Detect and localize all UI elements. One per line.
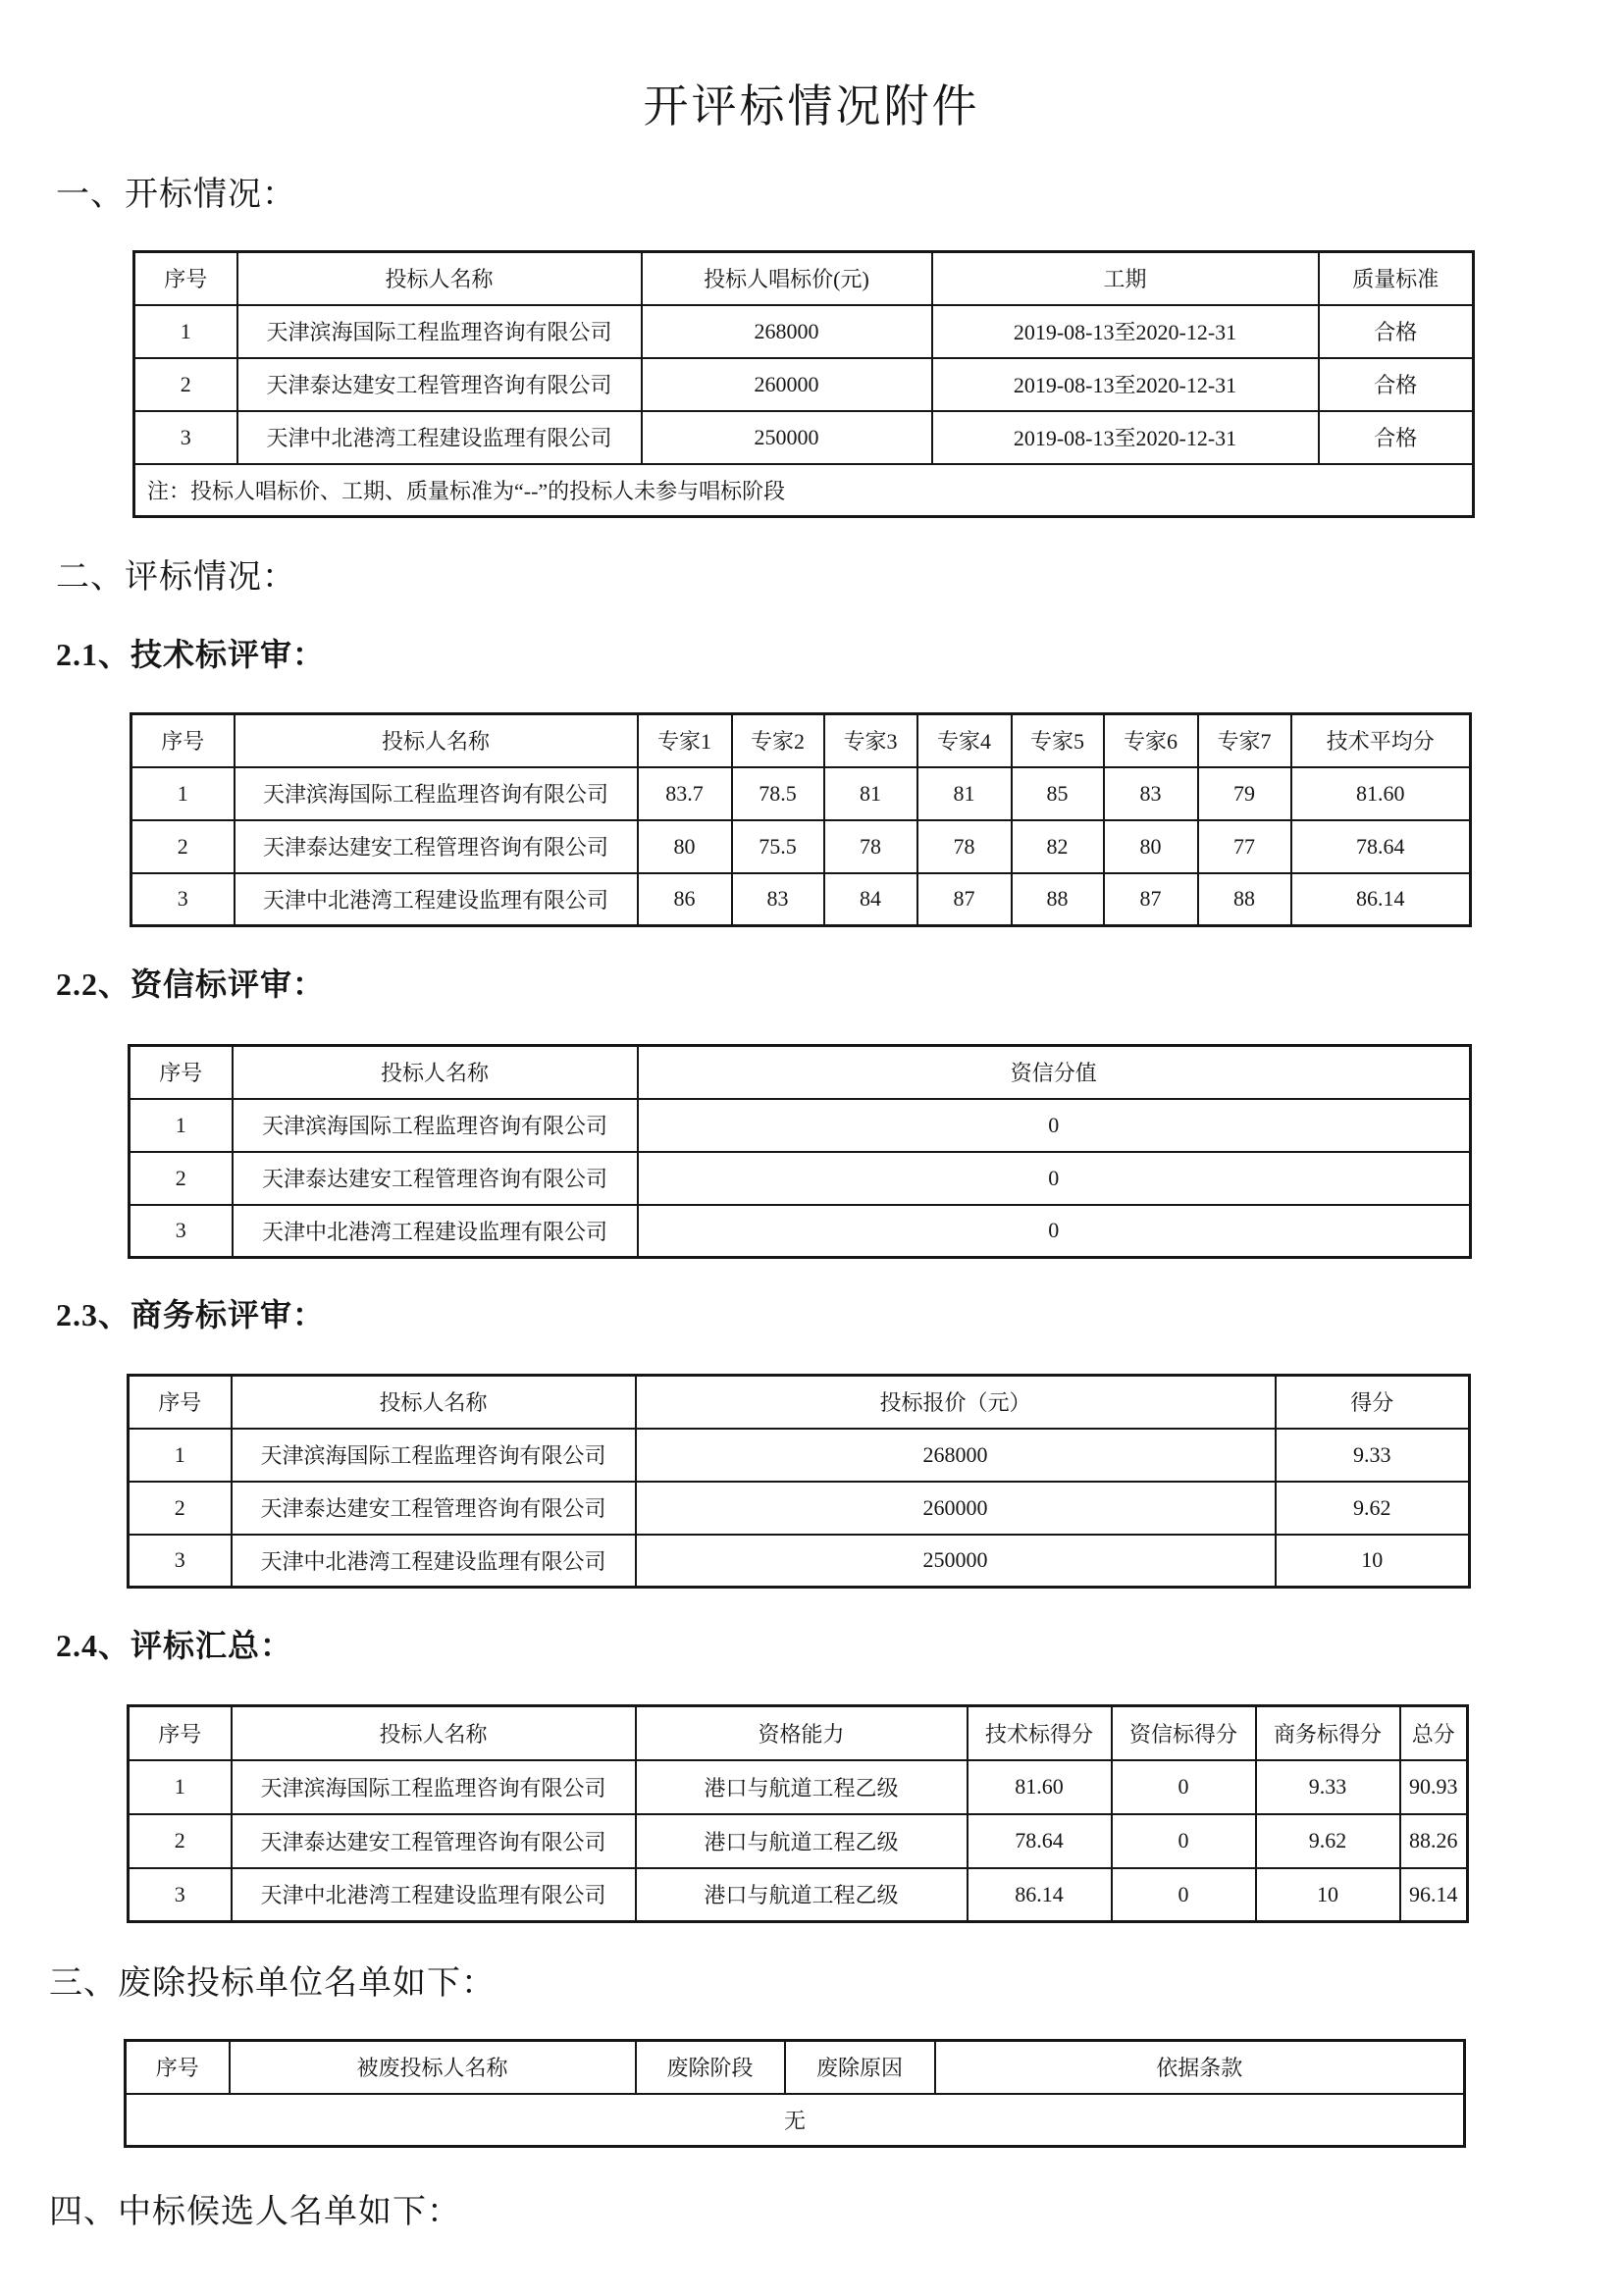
cell-bidder-name: 天津滨海国际工程监理咨询有限公司	[237, 305, 642, 358]
header-cell: 序号	[131, 714, 235, 767]
cell-commercial-score: 9.62	[1256, 1814, 1400, 1868]
header-cell: 投标人唱标价(元)	[642, 252, 932, 305]
cell-bid-price: 268000	[642, 305, 932, 358]
table-row	[134, 411, 1474, 464]
cell-period: 2019-08-13至2020-12-31	[932, 411, 1319, 464]
cell-expert-score: 77	[1198, 820, 1291, 873]
cell-index: 2	[134, 358, 237, 411]
section-heading-candidates: 四、中标候选人名单如下：	[49, 2194, 461, 2230]
cell-qualification: 港口与航道工程乙级	[636, 1868, 968, 1922]
cell-technical-score: 78.64	[968, 1814, 1112, 1868]
header-cell: 序号	[134, 252, 237, 305]
cell-bidder-name: 天津泰达建安工程管理咨询有限公司	[237, 358, 642, 411]
table-row	[130, 1205, 1471, 1258]
cell-expert-score: 85	[1012, 767, 1104, 820]
cell-expert-score: 82	[1012, 820, 1104, 873]
header-cell: 投标人名称	[232, 1706, 636, 1760]
table-row	[131, 767, 1471, 820]
header-cell: 技术标得分	[968, 1706, 1112, 1760]
cell-credit-score: 0	[1112, 1760, 1256, 1814]
header-cell: 投标报价（元）	[636, 1376, 1276, 1429]
header-cell: 投标人名称	[237, 252, 642, 305]
section-heading-opening: 一、开标情况：	[56, 177, 296, 213]
cell-index: 1	[129, 1760, 232, 1814]
table-header-row	[130, 1046, 1471, 1099]
cell-index: 1	[131, 767, 235, 820]
header-cell: 质量标准	[1319, 252, 1474, 305]
subsection-heading-summary: 2.4、评标汇总：	[56, 1628, 293, 1663]
header-cell: 专家5	[1012, 714, 1104, 767]
cell-expert-score: 75.5	[732, 820, 824, 873]
cell-expert-score: 81	[824, 767, 917, 820]
table-row	[131, 873, 1471, 926]
cell-bid-price: 260000	[642, 358, 932, 411]
cell-bidder-name: 天津中北港湾工程建设监理有限公司	[232, 1868, 636, 1922]
cell-credit-score: 0	[638, 1152, 1471, 1205]
cell-bidder-name: 天津滨海国际工程监理咨询有限公司	[235, 767, 638, 820]
cell-index: 3	[129, 1535, 232, 1588]
table-header-row	[134, 252, 1474, 305]
cell-index: 2	[129, 1482, 232, 1535]
cell-expert-score: 84	[824, 873, 917, 926]
cell-bid-price: 260000	[636, 1482, 1276, 1535]
cell-commercial-score: 10	[1256, 1868, 1400, 1922]
cell-expert-score: 87	[1104, 873, 1198, 926]
header-cell: 资信分值	[638, 1046, 1471, 1099]
cell-quality: 合格	[1319, 305, 1474, 358]
cell-index: 1	[129, 1429, 232, 1482]
cell-credit-score: 0	[1112, 1868, 1256, 1922]
cell-expert-score: 80	[1104, 820, 1198, 873]
header-cell: 专家2	[732, 714, 824, 767]
header-cell: 废除阶段	[636, 2041, 785, 2094]
header-cell: 得分	[1276, 1376, 1470, 1429]
cell-total-score: 88.26	[1400, 1814, 1468, 1868]
header-cell: 序号	[126, 2041, 230, 2094]
cell-average-score: 86.14	[1291, 873, 1471, 926]
cell-credit-score: 0	[1112, 1814, 1256, 1868]
cell-average-score: 81.60	[1291, 767, 1471, 820]
cell-expert-score: 78.5	[732, 767, 824, 820]
cell-index: 2	[129, 1814, 232, 1868]
header-cell: 资信标得分	[1112, 1706, 1256, 1760]
cell-expert-score: 79	[1198, 767, 1291, 820]
table-row	[131, 820, 1471, 873]
table-row	[129, 1814, 1468, 1868]
subsection-heading-technical: 2.1、技术标评审：	[56, 637, 326, 672]
credit-table	[128, 1044, 1472, 1259]
cell-bidder-name: 天津中北港湾工程建设监理有限公司	[235, 873, 638, 926]
cell-credit-score: 0	[638, 1099, 1471, 1152]
cell-index: 3	[129, 1868, 232, 1922]
cell-period: 2019-08-13至2020-12-31	[932, 305, 1319, 358]
rejected-table	[124, 2039, 1466, 2148]
table-header-row	[129, 1706, 1468, 1760]
cell-technical-score: 86.14	[968, 1868, 1112, 1922]
page-title: 开评标情况附件	[643, 81, 980, 131]
cell-bidder-name: 天津中北港湾工程建设监理有限公司	[233, 1205, 638, 1258]
header-cell: 专家1	[638, 714, 732, 767]
table-row	[134, 305, 1474, 358]
table-row	[130, 1099, 1471, 1152]
cell-bid-price: 250000	[642, 411, 932, 464]
cell-expert-score: 83	[1104, 767, 1198, 820]
cell-expert-score: 87	[917, 873, 1012, 926]
cell-index: 1	[130, 1099, 233, 1152]
cell-empty: 无	[126, 2094, 1465, 2147]
section-heading-rejected: 三、废除投标单位名单如下：	[49, 1965, 496, 2002]
opening-table	[132, 250, 1475, 518]
cell-index: 3	[134, 411, 237, 464]
table-row	[129, 1535, 1470, 1588]
table-note: 注：投标人唱标价、工期、质量标准为“--”的投标人未参与唱标阶段	[134, 464, 1474, 517]
cell-expert-score: 88	[1198, 873, 1291, 926]
table-row	[129, 1868, 1468, 1922]
cell-average-score: 78.64	[1291, 820, 1471, 873]
cell-commercial-score: 9.33	[1256, 1760, 1400, 1814]
header-cell: 序号	[129, 1376, 232, 1429]
cell-bidder-name: 天津滨海国际工程监理咨询有限公司	[232, 1760, 636, 1814]
cell-expert-score: 78	[917, 820, 1012, 873]
section-heading-evaluation: 二、评标情况：	[56, 559, 296, 596]
subsection-heading-credit: 2.2、资信标评审：	[56, 966, 326, 1002]
table-note-row	[134, 464, 1474, 517]
cell-expert-score: 88	[1012, 873, 1104, 926]
cell-total-score: 90.93	[1400, 1760, 1468, 1814]
cell-bid-price: 250000	[636, 1535, 1276, 1588]
cell-bidder-name: 天津泰达建安工程管理咨询有限公司	[232, 1814, 636, 1868]
commercial-table	[127, 1374, 1471, 1589]
cell-bidder-name: 天津滨海国际工程监理咨询有限公司	[232, 1429, 636, 1482]
cell-credit-score: 0	[638, 1205, 1471, 1258]
cell-quality: 合格	[1319, 358, 1474, 411]
technical-table	[130, 712, 1472, 927]
table-row	[129, 1429, 1470, 1482]
cell-bidder-name: 天津泰达建安工程管理咨询有限公司	[232, 1482, 636, 1535]
cell-expert-score: 83	[732, 873, 824, 926]
cell-index: 2	[131, 820, 235, 873]
cell-expert-score: 83.7	[638, 767, 732, 820]
cell-bidder-name: 天津滨海国际工程监理咨询有限公司	[233, 1099, 638, 1152]
header-cell: 专家3	[824, 714, 917, 767]
table-row	[126, 2094, 1465, 2147]
cell-score: 10	[1276, 1535, 1470, 1588]
header-cell: 投标人名称	[232, 1376, 636, 1429]
cell-expert-score: 81	[917, 767, 1012, 820]
header-cell: 被废投标人名称	[230, 2041, 636, 2094]
cell-bidder-name: 天津中北港湾工程建设监理有限公司	[237, 411, 642, 464]
cell-total-score: 96.14	[1400, 1868, 1468, 1922]
cell-index: 3	[131, 873, 235, 926]
cell-quality: 合格	[1319, 411, 1474, 464]
summary-table	[127, 1704, 1469, 1923]
cell-expert-score: 78	[824, 820, 917, 873]
header-cell: 技术平均分	[1291, 714, 1471, 767]
header-cell: 专家4	[917, 714, 1012, 767]
header-cell: 总分	[1400, 1706, 1468, 1760]
cell-score: 9.33	[1276, 1429, 1470, 1482]
cell-qualification: 港口与航道工程乙级	[636, 1760, 968, 1814]
header-cell: 废除原因	[785, 2041, 935, 2094]
table-row	[129, 1760, 1468, 1814]
cell-index: 1	[134, 305, 237, 358]
cell-score: 9.62	[1276, 1482, 1470, 1535]
header-cell: 投标人名称	[235, 714, 638, 767]
header-cell: 商务标得分	[1256, 1706, 1400, 1760]
cell-index: 3	[130, 1205, 233, 1258]
table-row	[130, 1152, 1471, 1205]
table-header-row	[129, 1376, 1470, 1429]
cell-period: 2019-08-13至2020-12-31	[932, 358, 1319, 411]
table-row	[129, 1482, 1470, 1535]
header-cell: 依据条款	[935, 2041, 1465, 2094]
table-header-row	[131, 714, 1471, 767]
table-header-row	[126, 2041, 1465, 2094]
header-cell: 序号	[129, 1706, 232, 1760]
header-cell: 工期	[932, 252, 1319, 305]
cell-expert-score: 86	[638, 873, 732, 926]
cell-expert-score: 80	[638, 820, 732, 873]
cell-qualification: 港口与航道工程乙级	[636, 1814, 968, 1868]
cell-bidder-name: 天津中北港湾工程建设监理有限公司	[232, 1535, 636, 1588]
header-cell: 专家7	[1198, 714, 1291, 767]
header-cell: 资格能力	[636, 1706, 968, 1760]
cell-bidder-name: 天津泰达建安工程管理咨询有限公司	[235, 820, 638, 873]
header-cell: 专家6	[1104, 714, 1198, 767]
cell-bidder-name: 天津泰达建安工程管理咨询有限公司	[233, 1152, 638, 1205]
cell-index: 2	[130, 1152, 233, 1205]
header-cell: 序号	[130, 1046, 233, 1099]
cell-bid-price: 268000	[636, 1429, 1276, 1482]
cell-technical-score: 81.60	[968, 1760, 1112, 1814]
table-row	[134, 358, 1474, 411]
header-cell: 投标人名称	[233, 1046, 638, 1099]
subsection-heading-commercial: 2.3、商务标评审：	[56, 1297, 326, 1332]
